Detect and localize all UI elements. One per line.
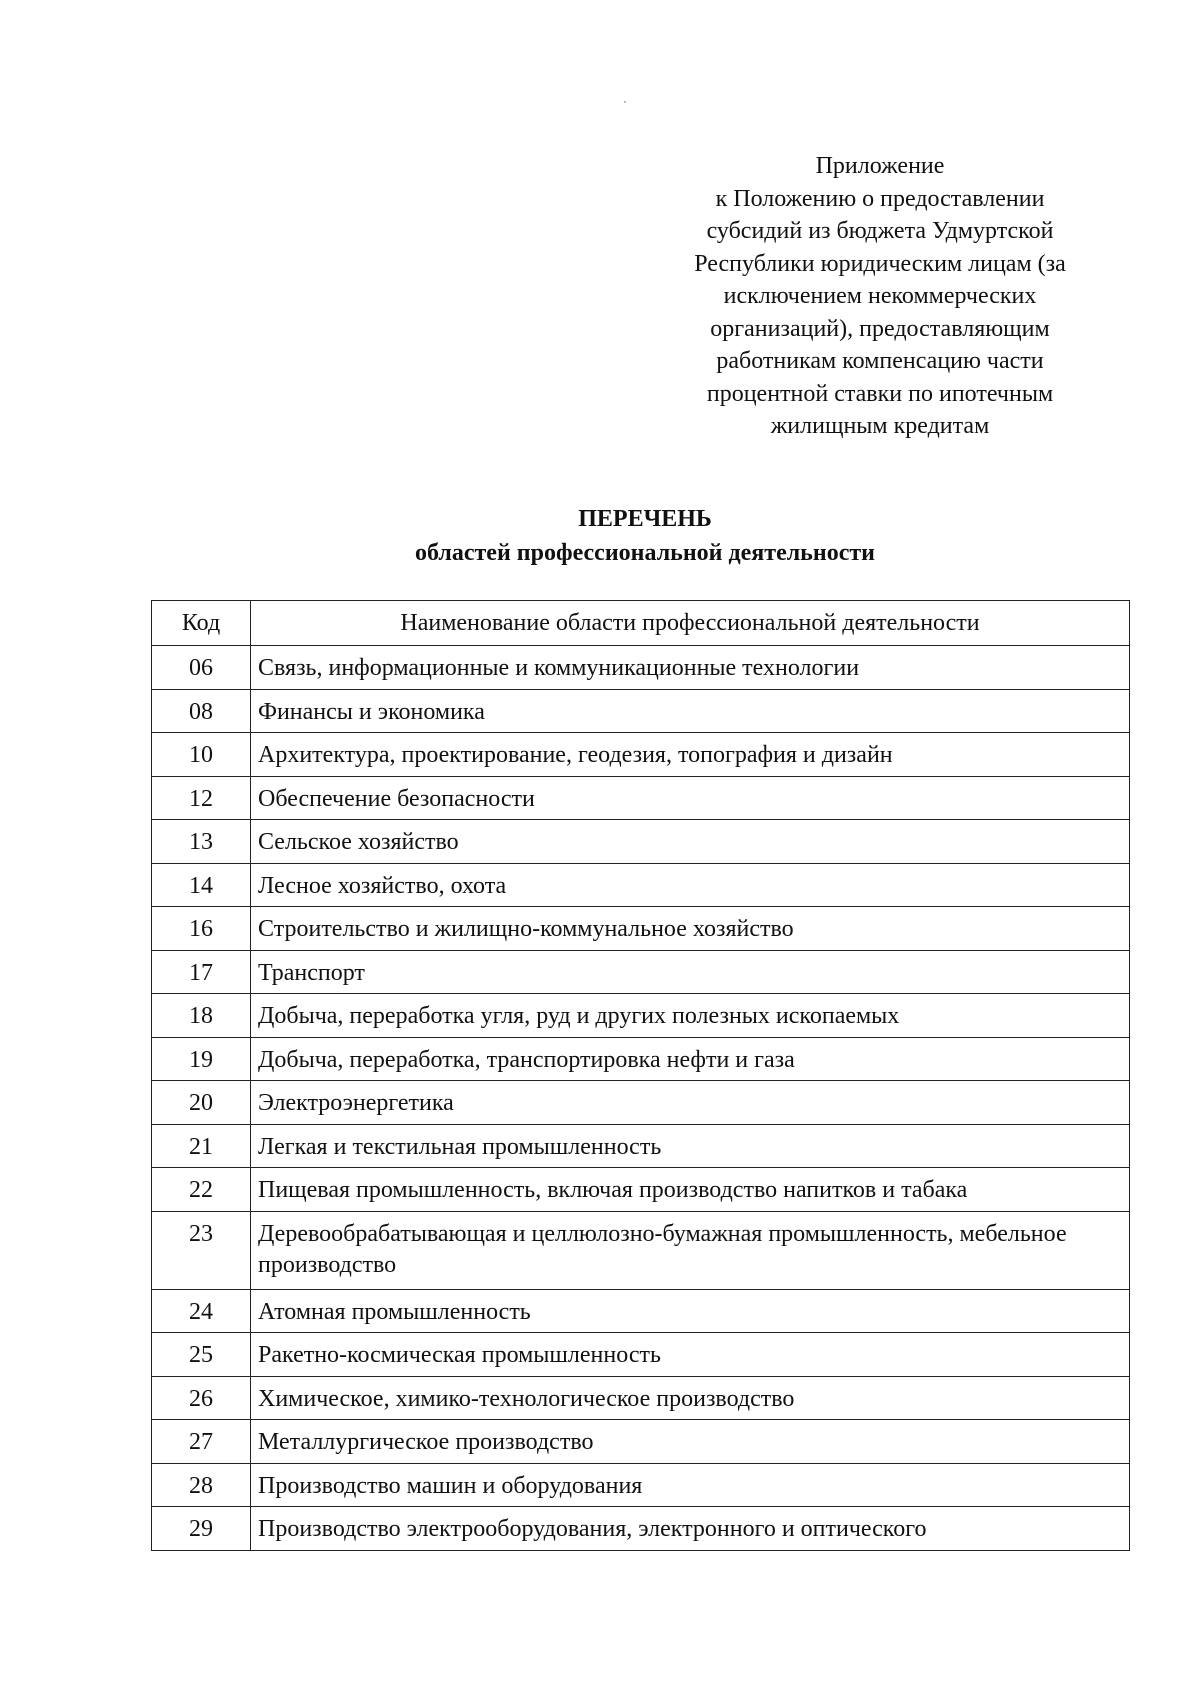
appendix-line: процентной ставки по ипотечным xyxy=(706,380,1054,407)
row-name: Лесное хозяйство, охота xyxy=(251,863,1130,907)
table-row xyxy=(152,1420,1130,1464)
row-name: Добыча, переработка, транспортировка нефти и газа xyxy=(251,1037,1130,1081)
appendix-line: жилищным кредитам xyxy=(770,413,990,439)
row-name: Электроэнергетика xyxy=(251,1081,1130,1125)
row-code: 20 xyxy=(152,1081,251,1125)
row-code: 29 xyxy=(152,1507,251,1551)
appendix-line: исключением некоммерческих xyxy=(723,283,1037,309)
appendix-note xyxy=(620,150,1140,443)
row-code: 13 xyxy=(152,820,251,864)
row-name: Химическое, химико-технологическое производство xyxy=(251,1376,1130,1420)
appendix-line: Республики юридическим лицам (за xyxy=(694,250,1066,277)
row-name: Архитектура, проектирование, геодезия, топография и дизайн xyxy=(251,733,1130,777)
table-row xyxy=(152,863,1130,907)
row-code: 18 xyxy=(152,994,251,1038)
row-name: Транспорт xyxy=(251,950,1130,994)
table-row xyxy=(152,1168,1130,1212)
row-name: Сельское хозяйство xyxy=(251,820,1130,864)
row-code: 24 xyxy=(152,1289,251,1333)
table-row xyxy=(152,950,1130,994)
row-code: 26 xyxy=(152,1376,251,1420)
table-header-row xyxy=(152,601,1130,646)
row-name: Пищевая промышленность, включая производство напитков и табака xyxy=(251,1168,1130,1212)
table-row xyxy=(152,820,1130,864)
row-code: 21 xyxy=(152,1124,251,1168)
appendix-line: организаций), предоставляющим xyxy=(710,315,1050,342)
row-code: 28 xyxy=(152,1463,251,1507)
header-code: Код xyxy=(152,601,251,646)
appendix-line: Приложение xyxy=(815,153,945,179)
appendix-line: субсидий из бюджета Удмуртской xyxy=(706,218,1054,244)
table-row xyxy=(152,1211,1130,1289)
row-code: 14 xyxy=(152,863,251,907)
table-row xyxy=(152,1507,1130,1551)
title-subtitle: областей профессиональной деятельности xyxy=(415,540,875,566)
table-row xyxy=(152,1124,1130,1168)
appendix-line: работникам компенсацию части xyxy=(716,348,1044,374)
row-code: 10 xyxy=(152,733,251,777)
table-row xyxy=(152,1463,1130,1507)
row-name: Связь, информационные и коммуникационные технологии xyxy=(251,646,1130,690)
row-name: Производство электрооборудования, электронного и оптического xyxy=(251,1507,1130,1551)
row-code: 25 xyxy=(152,1333,251,1377)
table-row xyxy=(152,1333,1130,1377)
row-name: Обеспечение безопасности xyxy=(251,776,1130,820)
row-name: Деревообрабатывающая и целлюлозно-бумажная промышленность, мебельное производство xyxy=(251,1211,1130,1289)
table-row xyxy=(152,1081,1130,1125)
table-row xyxy=(152,646,1130,690)
professions-table xyxy=(151,600,1130,1551)
table-row xyxy=(152,733,1130,777)
row-code: 06 xyxy=(152,646,251,690)
row-code: 27 xyxy=(152,1420,251,1464)
scan-speck xyxy=(624,101,626,103)
row-name: Ракетно-космическая промышленность xyxy=(251,1333,1130,1377)
row-name: Строительство и жилищно-коммунальное хозяйство xyxy=(251,907,1130,951)
table-row xyxy=(152,1376,1130,1420)
row-code: 23 xyxy=(152,1211,251,1289)
table-row xyxy=(152,994,1130,1038)
row-code: 17 xyxy=(152,950,251,994)
row-code: 12 xyxy=(152,776,251,820)
row-name: Атомная промышленность xyxy=(251,1289,1130,1333)
appendix-line: к Положению о предоставлении xyxy=(715,185,1045,212)
row-code: 22 xyxy=(152,1168,251,1212)
row-name: Добыча, переработка угля, руд и других полезных ископаемых xyxy=(251,994,1130,1038)
row-name: Металлургическое производство xyxy=(251,1420,1130,1464)
table-row xyxy=(152,1037,1130,1081)
table-body xyxy=(152,646,1130,1551)
row-name: Финансы и экономика xyxy=(251,689,1130,733)
row-name: Производство машин и оборудования xyxy=(251,1463,1130,1507)
row-code: 08 xyxy=(152,689,251,733)
row-code: 16 xyxy=(152,907,251,951)
document-title xyxy=(150,502,1140,570)
row-name: Легкая и текстильная промышленность xyxy=(251,1124,1130,1168)
table-row xyxy=(152,689,1130,733)
row-code: 19 xyxy=(152,1037,251,1081)
table-row xyxy=(152,776,1130,820)
header-name: Наименование области профессиональной деятельности xyxy=(251,601,1130,646)
title-main: ПЕРЕЧЕНЬ xyxy=(578,506,712,532)
table-row xyxy=(152,907,1130,951)
table-row xyxy=(152,1289,1130,1333)
